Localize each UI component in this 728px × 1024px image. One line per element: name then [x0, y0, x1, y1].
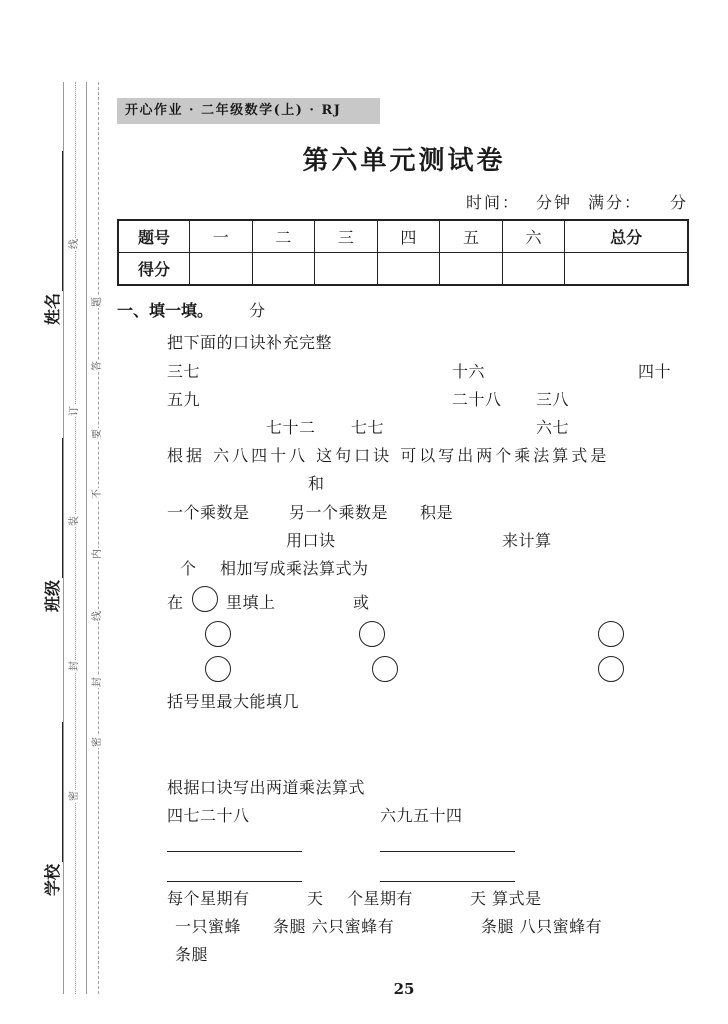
q1-item: 七七	[351, 418, 385, 437]
margin-char: 要	[92, 429, 103, 439]
q8-text: 每个星期有	[167, 889, 250, 908]
column-header: 二	[252, 220, 315, 253]
q4-text: 相加写成乘法算式为	[220, 559, 369, 578]
score-cell[interactable]	[440, 253, 503, 286]
row-header-question: 题号	[118, 220, 190, 253]
score-cell[interactable]	[502, 253, 565, 286]
answer-circle[interactable]	[372, 656, 398, 682]
margin-char: 密	[92, 737, 103, 747]
answer-circle[interactable]	[359, 621, 385, 647]
answer-line[interactable]	[380, 881, 515, 882]
name-label: 姓名	[43, 292, 62, 325]
column-header: 一	[190, 220, 253, 253]
q1-item: 三八	[536, 390, 570, 409]
binding-line-solid-outer	[63, 82, 64, 994]
full-score-label: 满分：	[587, 193, 642, 212]
q7-prompt: 根据口诀写出两道乘法算式	[167, 778, 366, 797]
q4-text: 个	[180, 559, 197, 578]
q1-item: 二十八	[452, 390, 502, 409]
full-score-unit: 分	[669, 193, 688, 212]
margin-char: 装	[69, 516, 80, 526]
q8-text: 个星期有	[347, 889, 414, 908]
margin-char: 线	[92, 611, 103, 621]
answer-line[interactable]	[167, 851, 302, 852]
q7-item: 六九五十四	[380, 806, 463, 825]
time-unit: 分钟	[535, 193, 572, 212]
q1-item: 四十	[638, 362, 672, 381]
column-header: 三	[315, 220, 378, 253]
school-field[interactable]	[40, 722, 63, 896]
class-label: 班级	[43, 579, 62, 612]
section-heading	[117, 298, 265, 321]
q5-suffix: 里填上	[226, 593, 276, 612]
q6-prompt: 括号里最大能填几	[167, 692, 300, 711]
q8-text: 天	[307, 889, 324, 908]
column-header: 六	[502, 220, 565, 253]
q1-prompt: 把下面的口诀补充完整	[167, 333, 333, 352]
q8-text: 天 算式是	[470, 889, 542, 908]
binding-line-dashed	[98, 82, 99, 994]
column-header: 四	[377, 220, 440, 253]
margin-char: 封	[92, 677, 103, 687]
section-title: 一、填一填。	[117, 301, 214, 320]
q1-item: 十六	[452, 362, 486, 381]
class-field[interactable]	[40, 438, 63, 612]
q1-item: 三七	[167, 362, 201, 381]
q3-calculate: 来计算	[502, 531, 552, 550]
school-label: 学校	[43, 863, 62, 896]
answer-circle[interactable]	[205, 656, 231, 682]
column-header: 总分	[565, 220, 688, 253]
margin-char: 密	[69, 791, 80, 801]
q3-part: 积是	[420, 503, 454, 522]
q5-or: 或	[353, 593, 370, 612]
q1-item: 五九	[167, 390, 201, 409]
column-header: 五	[440, 220, 503, 253]
margin-char: 内	[92, 549, 103, 559]
q5-prefix: 在	[167, 593, 184, 612]
circle-icon	[192, 586, 218, 612]
q3-part: 一个乘数是	[167, 503, 250, 522]
answer-circle[interactable]	[205, 621, 231, 647]
score-cell[interactable]	[315, 253, 378, 286]
section-points: 分	[249, 301, 266, 320]
page-title: 第六单元测试卷	[302, 146, 506, 176]
q1-item: 七十二	[266, 418, 316, 437]
q2-and: 和	[308, 474, 325, 493]
margin-char: 不	[92, 489, 103, 499]
score-cell[interactable]	[190, 253, 253, 286]
q3-part: 另一个乘数是	[289, 503, 389, 522]
q8-text: 条腿 六只蜜蜂有	[273, 917, 395, 936]
margin-char: 订	[69, 406, 80, 416]
q7-item: 四七二十八	[167, 806, 250, 825]
score-cell[interactable]	[252, 253, 315, 286]
time-label: 时间：	[465, 193, 520, 212]
margin-char: 答	[92, 361, 103, 371]
row-header-score: 得分	[118, 253, 190, 286]
answer-circle[interactable]	[598, 621, 624, 647]
answer-circle[interactable]	[598, 656, 624, 682]
table-row-scores	[118, 253, 688, 286]
table-row-headers	[118, 220, 688, 253]
binding-line-solid-inner	[86, 82, 87, 994]
margin-char: 封	[69, 661, 80, 671]
page-number: 25	[393, 980, 415, 998]
margin-char: 题	[92, 297, 103, 307]
score-table	[117, 219, 689, 286]
q2-text: 根据 六八四十八 这句口诀 可以写出两个乘法算式是	[167, 446, 610, 465]
q8-text: 一只蜜蜂	[175, 917, 242, 936]
score-cell[interactable]	[377, 253, 440, 286]
margin-char: 线	[69, 239, 80, 249]
series-banner: 开心作业 · 二年级数学(上) · RJ	[117, 98, 380, 124]
q1-item: 六七	[536, 418, 570, 437]
q8-text: 条腿	[175, 945, 209, 964]
answer-line[interactable]	[167, 881, 302, 882]
answer-line[interactable]	[380, 851, 515, 852]
binding-line-dotted	[75, 82, 76, 994]
q3-use-formula: 用口诀	[286, 531, 336, 550]
q8-text: 条腿 八只蜜蜂有	[481, 917, 603, 936]
score-cell-total[interactable]	[565, 253, 688, 286]
exam-meta	[466, 190, 688, 213]
name-field[interactable]	[40, 151, 63, 325]
